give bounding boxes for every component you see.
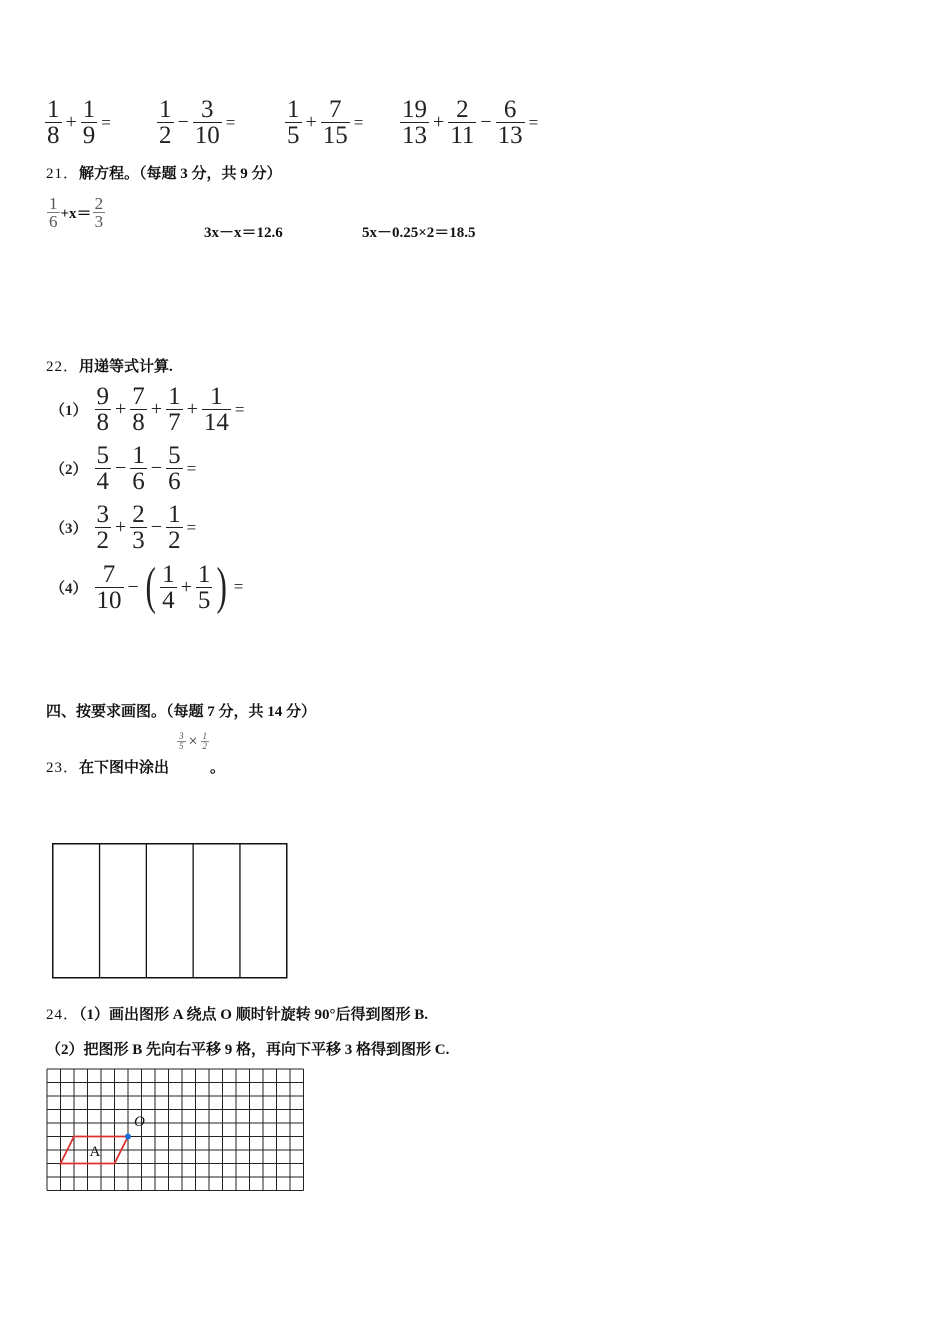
operator: + bbox=[150, 398, 163, 420]
numerator: 7 bbox=[102, 560, 116, 588]
eq1-mid: +x＝ bbox=[60, 206, 92, 222]
equals-sign: = bbox=[101, 112, 111, 132]
numerator: 2 bbox=[132, 501, 145, 528]
denominator: 2 bbox=[168, 527, 181, 554]
fraction bbox=[166, 443, 183, 494]
q23-text: 在下图中涂出 bbox=[79, 760, 170, 776]
operator: + bbox=[65, 111, 77, 133]
section-4-heading: 四、按要求画图。（每题 7 分，共 14 分） bbox=[46, 704, 317, 720]
fraction bbox=[130, 502, 147, 553]
numerator: 7 bbox=[329, 96, 342, 123]
q21-equation-2: 3x－x＝12.6 bbox=[204, 225, 283, 241]
expr-2 bbox=[156, 97, 235, 148]
fraction bbox=[193, 97, 222, 148]
fraction-row-1 bbox=[44, 97, 564, 147]
expr-1 bbox=[44, 97, 111, 148]
denominator: 14 bbox=[203, 409, 229, 436]
q24-line-2: （2）把图形 B 先向右平移 9 格，再向下平移 3 格得到图形 C. bbox=[46, 1042, 450, 1058]
fraction bbox=[496, 97, 525, 148]
operator: − bbox=[177, 111, 189, 133]
fraction bbox=[400, 97, 429, 148]
denominator: 8 bbox=[96, 409, 110, 436]
point-o bbox=[125, 1134, 131, 1140]
q23-end: 。 bbox=[210, 760, 226, 776]
denominator: 9 bbox=[82, 122, 96, 149]
fraction bbox=[166, 502, 183, 553]
operator: + bbox=[305, 111, 317, 133]
denominator: 13 bbox=[402, 122, 427, 149]
equals-sign: = bbox=[186, 458, 197, 478]
numerator: 7 bbox=[132, 383, 145, 410]
q23-expression bbox=[176, 732, 210, 751]
q22-item-2 bbox=[50, 443, 196, 494]
fraction bbox=[166, 384, 183, 435]
numerator: 1 bbox=[162, 560, 175, 588]
operator: + bbox=[433, 111, 445, 133]
numerator: 1 bbox=[168, 501, 181, 528]
q21-title: 解方程。（每题 3 分，共 9 分） bbox=[79, 166, 282, 182]
q24-text-1: （1）画出图形 A 绕点 O 顺时针旋转 90°后得到图形 B. bbox=[79, 1007, 428, 1023]
fraction bbox=[321, 97, 350, 148]
item-label: （2） bbox=[50, 462, 88, 478]
fraction bbox=[196, 562, 213, 613]
q22-number: 22． bbox=[46, 359, 80, 375]
item-label: （1） bbox=[50, 403, 88, 419]
denominator: 4 bbox=[162, 586, 175, 614]
numerator: 9 bbox=[96, 383, 110, 410]
numerator: 5 bbox=[96, 442, 110, 469]
numerator: 19 bbox=[402, 96, 427, 123]
denominator: 10 bbox=[194, 122, 220, 149]
q22-title: 用递等式计算. bbox=[79, 359, 173, 375]
q21-heading bbox=[46, 162, 282, 183]
operator: − bbox=[480, 111, 492, 133]
shape-a-label: A bbox=[89, 1144, 101, 1160]
equals-sign: = bbox=[528, 112, 539, 132]
expr-3 bbox=[284, 97, 363, 148]
fraction bbox=[81, 97, 98, 148]
equals-sign: = bbox=[234, 399, 245, 419]
q21-equation-1 bbox=[46, 195, 106, 230]
denominator: 4 bbox=[96, 468, 110, 495]
operator: − bbox=[150, 516, 163, 538]
numerator: 1 bbox=[82, 96, 96, 123]
operator: − bbox=[127, 575, 139, 598]
fraction bbox=[95, 562, 124, 613]
fraction bbox=[160, 562, 177, 613]
denominator: 10 bbox=[96, 586, 122, 614]
numerator: 1 bbox=[287, 96, 300, 123]
parenthesis: ( bbox=[145, 558, 156, 615]
q24-number: 24． bbox=[46, 1007, 80, 1023]
denominator: 2 bbox=[159, 122, 172, 149]
denominator: 8 bbox=[132, 409, 145, 436]
equals-sign: = bbox=[225, 112, 236, 132]
q21-equation-3: 5x－0.25×2＝18.5 bbox=[362, 225, 476, 241]
numerator: 1 bbox=[47, 96, 60, 123]
times-sign: × bbox=[188, 732, 198, 750]
denominator: 15 bbox=[322, 122, 348, 149]
numerator: 3 bbox=[96, 501, 110, 528]
operator: + bbox=[180, 575, 192, 598]
fraction bbox=[130, 443, 147, 494]
operator: − bbox=[150, 457, 163, 479]
numerator: 1 bbox=[159, 96, 172, 123]
denominator: 5 bbox=[197, 586, 211, 614]
parenthesis: ) bbox=[216, 558, 228, 615]
operator: − bbox=[115, 457, 127, 479]
fraction bbox=[448, 97, 476, 148]
numerator: 3 bbox=[201, 96, 214, 123]
q22-item-1 bbox=[50, 384, 244, 435]
equals-sign: = bbox=[353, 112, 364, 132]
numerator: 1 bbox=[168, 383, 181, 410]
operator: + bbox=[115, 398, 127, 420]
q23-number: 23． bbox=[46, 760, 80, 776]
rectangle-outline bbox=[53, 844, 287, 978]
numerator: 6 bbox=[503, 96, 517, 123]
fraction bbox=[45, 97, 62, 148]
denominator: 3 bbox=[132, 527, 145, 554]
fraction bbox=[202, 384, 231, 435]
operator: + bbox=[115, 516, 127, 538]
denominator: 2 bbox=[96, 527, 110, 554]
fraction: $\frac{1}{2}$ bbox=[202, 731, 208, 751]
denominator: 5 bbox=[287, 122, 300, 149]
denominator: 11 bbox=[450, 122, 475, 149]
fraction bbox=[95, 502, 112, 553]
equals-sign: = bbox=[233, 577, 244, 596]
numerator: 2 bbox=[456, 96, 469, 123]
point-o-label: O bbox=[134, 1114, 145, 1130]
fraction bbox=[285, 97, 302, 148]
denominator: 13 bbox=[497, 122, 523, 149]
fraction bbox=[130, 384, 147, 435]
denominator: 8 bbox=[47, 122, 60, 149]
fraction bbox=[157, 97, 174, 148]
denominator: 6 bbox=[168, 468, 181, 495]
fraction bbox=[95, 384, 112, 435]
item-label: （3） bbox=[50, 521, 88, 537]
equals-sign: = bbox=[186, 517, 197, 537]
numerator: 1 bbox=[210, 383, 223, 410]
denominator: 6 bbox=[132, 468, 145, 495]
q21-number: 21． bbox=[46, 166, 80, 182]
numerator: 5 bbox=[168, 442, 181, 469]
q22-item-3 bbox=[50, 502, 196, 553]
fraction bbox=[95, 443, 112, 494]
fraction: $\frac{1}{6}$ bbox=[49, 194, 58, 231]
expr-4 bbox=[399, 97, 538, 148]
q24-line-1 bbox=[46, 1003, 428, 1024]
numerator: 1 bbox=[132, 442, 145, 469]
q23-rectangle[interactable] bbox=[52, 843, 288, 979]
denominator: 7 bbox=[168, 409, 181, 436]
operator: + bbox=[186, 398, 198, 420]
numerator: 1 bbox=[197, 560, 211, 588]
q24-grid[interactable] bbox=[46, 1068, 304, 1198]
fraction: $\frac{3}{5}$ bbox=[179, 731, 184, 751]
q22-item-4 bbox=[50, 558, 244, 615]
fraction: $\frac{2}{3}$ bbox=[94, 194, 104, 231]
q23-heading bbox=[46, 756, 169, 777]
item-label: （4） bbox=[50, 580, 88, 597]
q22-heading bbox=[46, 355, 173, 376]
